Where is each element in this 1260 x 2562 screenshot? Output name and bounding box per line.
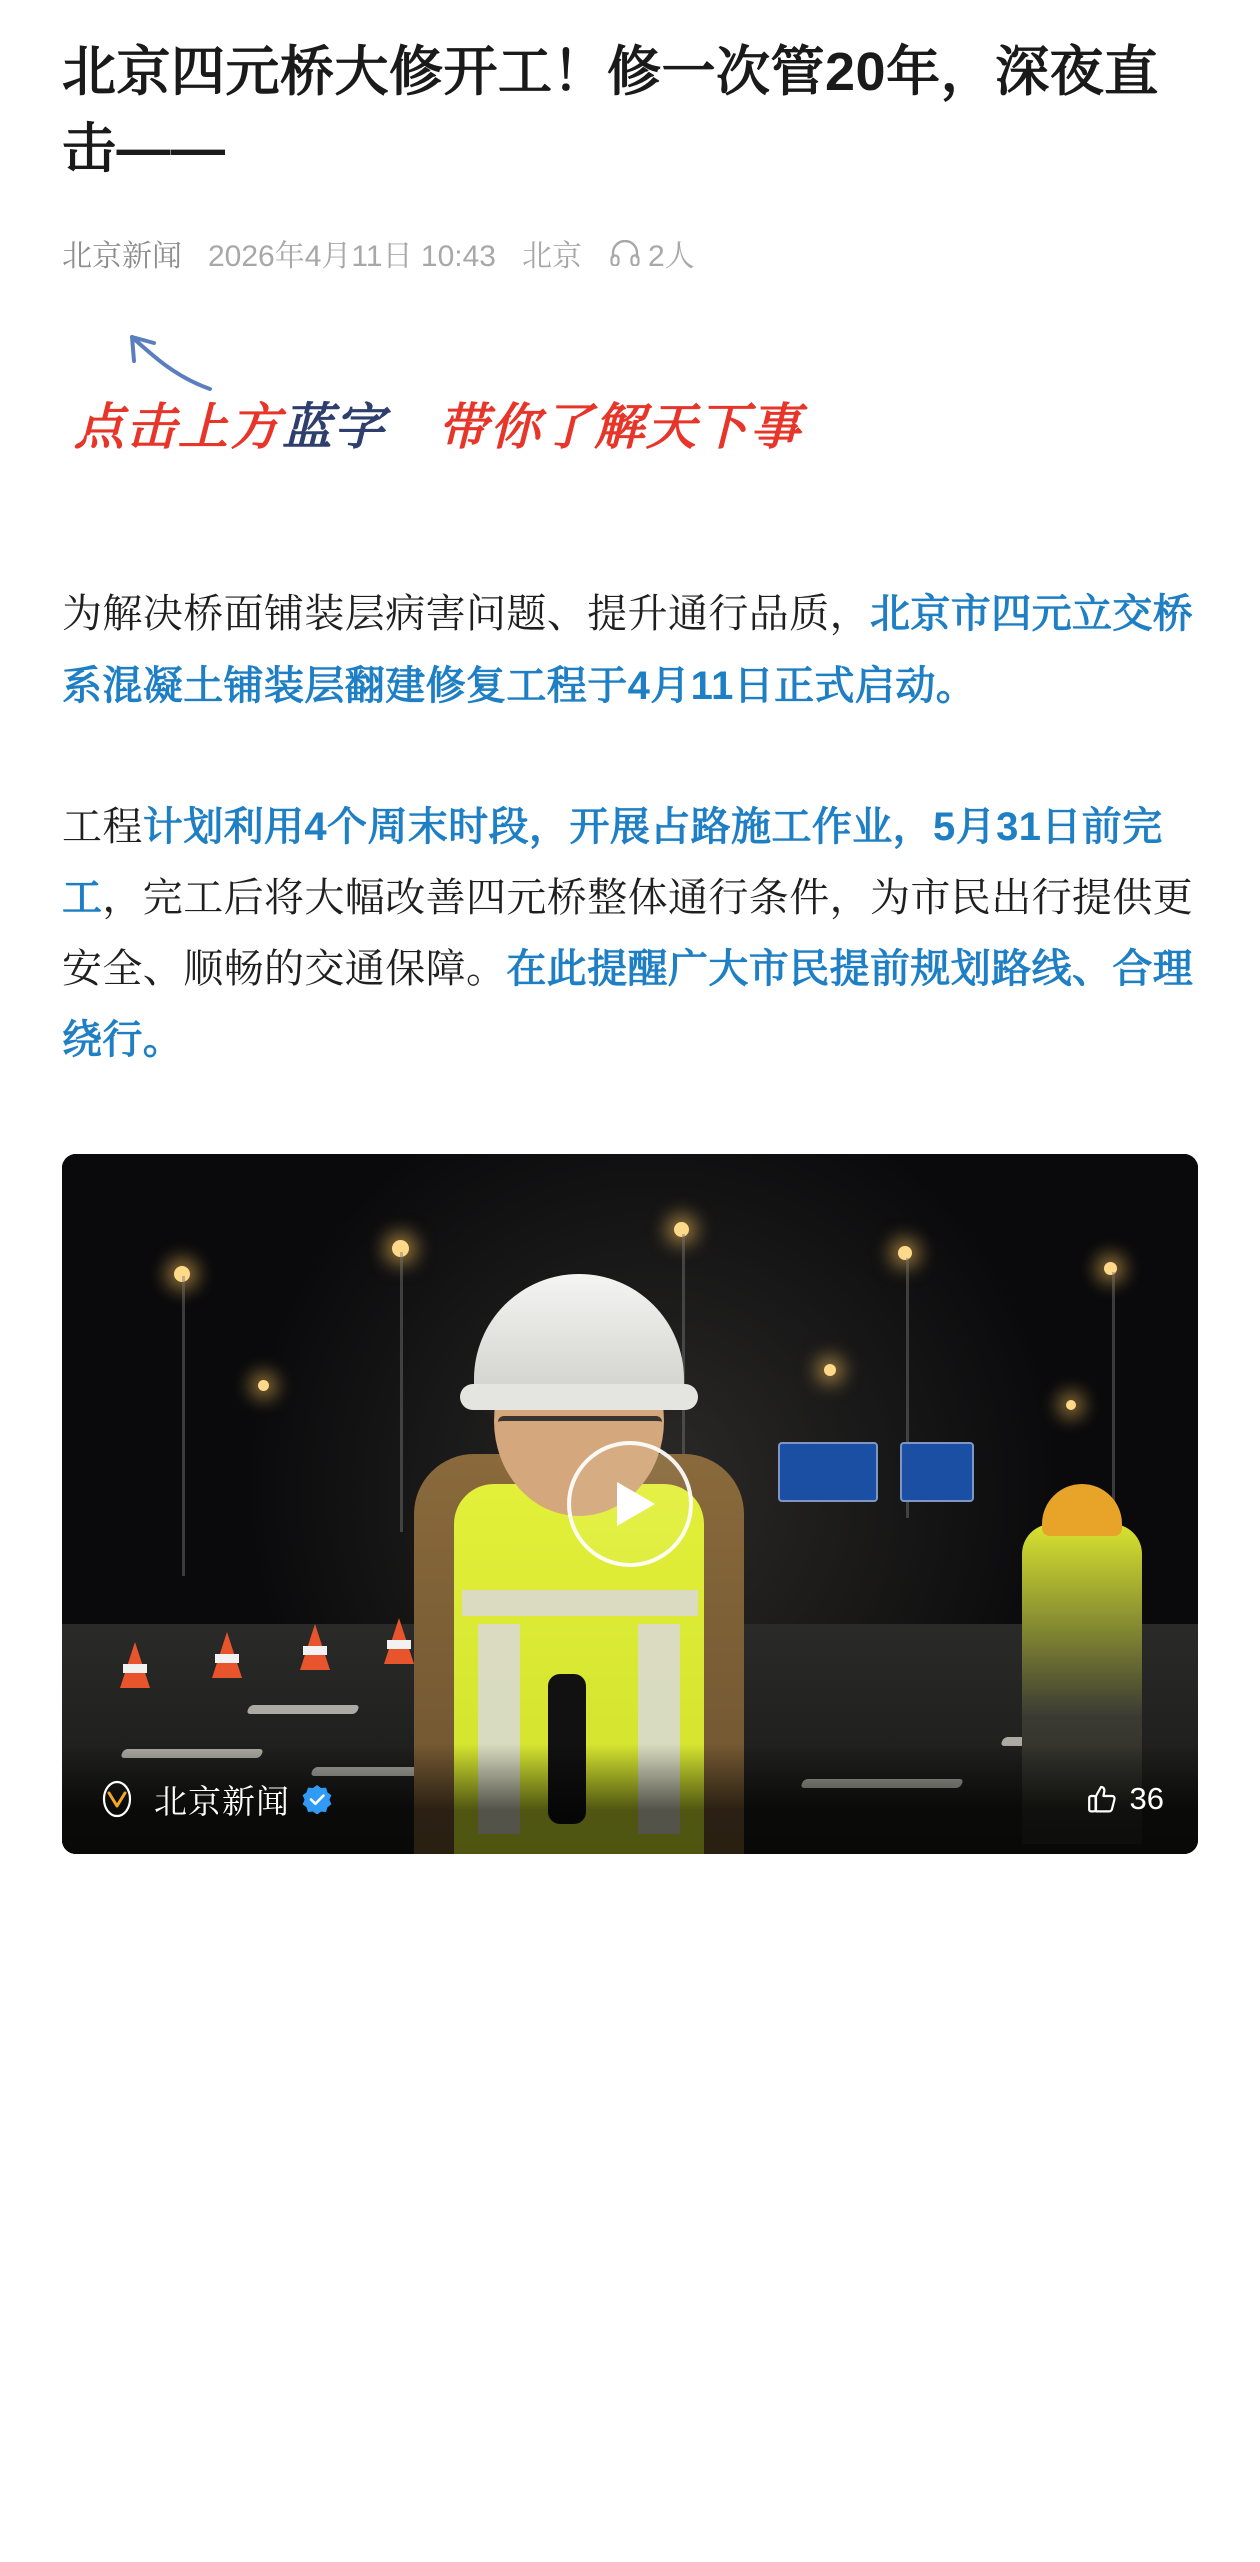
- paragraph-2: [62, 792, 1198, 1077]
- like-count: 36: [1129, 1781, 1164, 1817]
- paragraph-2-segment-4: 在此提醒广大市民提前规划路线、合理绕行。: [62, 947, 1194, 1063]
- banner-text-blue: 蓝字: [282, 398, 386, 457]
- paragraph-2-segment-1: 工程: [62, 804, 143, 849]
- listen-count: 2人: [647, 240, 695, 274]
- banner-text: [74, 387, 802, 459]
- paragraph-2-segment-3: ，完工后将大幅改善四元桥整体通行条件，为市民出行提供更安全、顺畅的交通保障。: [62, 875, 1194, 992]
- banner-text-slogan: 带你了解天下事: [438, 398, 802, 457]
- meta-location: 北京: [521, 240, 582, 274]
- wechat-channels-icon: [96, 1778, 138, 1820]
- meta-source[interactable]: 北京新闻: [62, 240, 182, 274]
- play-icon[interactable]: [567, 1441, 693, 1567]
- paragraph-1: [62, 579, 1198, 721]
- article-meta: [62, 231, 1198, 275]
- headphone-icon: [610, 240, 640, 266]
- paragraph-1-segment-1: 为解决桥面铺装层病害问题、提升通行品质，: [62, 592, 870, 637]
- banner-text-red: 点击上方: [74, 398, 282, 457]
- listen-control[interactable]: [610, 231, 695, 275]
- paragraph-1-segment-2: 北京市四元立交桥系混凝土铺装层翻建修复工程于4月11日正式启动。: [62, 592, 1194, 708]
- video-player[interactable]: [62, 1154, 1198, 1854]
- verified-badge-icon: [302, 1784, 332, 1814]
- thumbs-up-icon: [1086, 1783, 1118, 1815]
- bottom-spacer: [62, 1854, 1198, 1914]
- video-footer: [62, 1744, 1198, 1854]
- like-control[interactable]: [1086, 1781, 1164, 1817]
- page-title: 北京四元桥大修开工！修一次管20年，深夜直击——: [62, 42, 1159, 179]
- promo-banner[interactable]: [62, 339, 1198, 489]
- channel-name: 北京新闻: [154, 1782, 290, 1820]
- paragraph-2-segment-2: 计划利用4个周末时段，开展占路施工作业，5月31日前完工: [62, 804, 1163, 920]
- meta-date: 2026年4月11日 10:43: [208, 240, 496, 274]
- channel-info[interactable]: [96, 1776, 332, 1823]
